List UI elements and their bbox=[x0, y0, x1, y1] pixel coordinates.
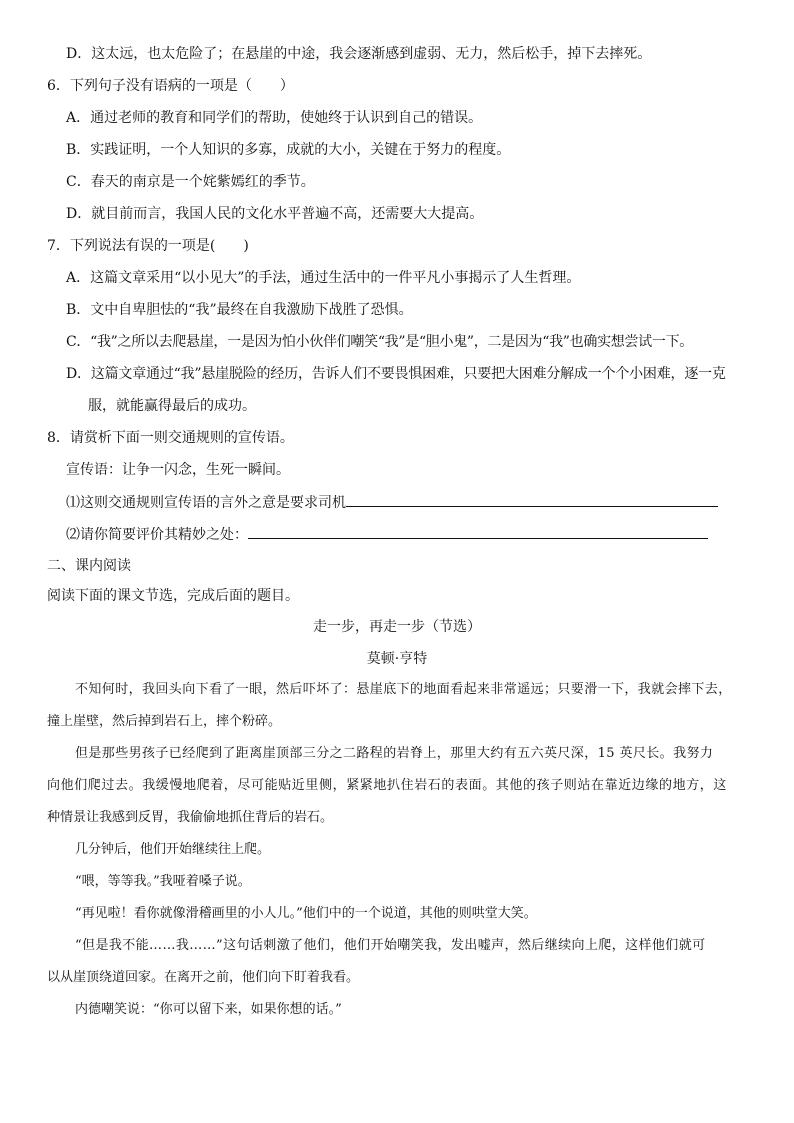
passage-p6-line2: 以从崖顶绕道回家。在离开之前，他们向下盯着我看。 bbox=[47, 970, 360, 985]
q8-sub2-text: ⑵请你简要评价其精妙之处： bbox=[66, 527, 248, 543]
section2-heading: 二、课内阅读 bbox=[47, 558, 131, 574]
q8-sub1-answer-blank[interactable] bbox=[346, 492, 718, 507]
passage-p6-line1: “但是我不能……我……”这句话刺激了他们，他们开始嘲笑我，发出嘘声，然后继续向上爬，这样他们就可 bbox=[75, 938, 706, 953]
q7-stem: 7．下列说法有误的一项是( ) bbox=[47, 238, 249, 254]
q6-option-c: C．春天的南京是一个姹紫嫣红的季节。 bbox=[66, 174, 315, 190]
passage-p5: “再见啦！看你就像滑稽画里的小人儿。”他们中的一个说道，其他的则哄堂大笑。 bbox=[75, 906, 537, 921]
passage-p7: 内德嘲笑说：“你可以留下来，如果你想的话。” bbox=[75, 1002, 342, 1017]
passage-author: 莫顿·亨特 bbox=[366, 651, 428, 667]
q6-stem: 6．下列句子没有语病的一项是（ ） bbox=[47, 78, 294, 94]
q6-option-a: A．通过老师的教育和同学们的帮助，使她终于认识到自己的错误。 bbox=[66, 110, 483, 126]
q8-sub2 bbox=[66, 524, 708, 545]
passage-p2-line3: 种情景让我感到反胃，我偷偷地抓住背后的岩石。 bbox=[47, 810, 334, 825]
q8-sub2-answer-blank[interactable] bbox=[248, 524, 708, 539]
q8-sub1 bbox=[66, 492, 718, 513]
q7-option-a: A．这篇文章采用“以小见大”的手法，通过生活中的一件平凡小事揭示了人生哲理。 bbox=[66, 270, 581, 286]
passage-p4: “喂，等等我。”我哑着嗓子说。 bbox=[75, 874, 251, 889]
q5-option-d: D．这太远，也太危险了；在悬崖的中途，我会逐渐感到虚弱、无力，然后松手，掉下去摔死。 bbox=[66, 46, 652, 62]
q7-option-c: C．“我”之所以去爬悬崖，一是因为怕小伙伴们嘲笑“我”是“胆小鬼”，二是因为“我”也确实想尝试一下。 bbox=[66, 334, 693, 350]
passage-p2-line1: 但是那些男孩子已经爬到了距离崖顶部三分之二路程的岩脊上，那里大约有五六英尺深，15 英尺长。我努力 bbox=[75, 746, 714, 761]
q6-option-d: D．就目前而言，我国人民的文化水平普遍不高，还需要大大提高。 bbox=[66, 206, 484, 222]
passage-p2-line2: 向他们爬过去。我缓慢地爬着，尽可能贴近里侧，紧紧地扒住岩石的表面。其他的孩子则站在靠近边缘的地方，这 bbox=[47, 778, 728, 793]
q7-option-d-line2: 服，就能赢得最后的成功。 bbox=[88, 398, 256, 414]
q7-option-d-line1: D．这篇文章通过“我”悬崖脱险的经历，告诉人们不要畏惧困难，只要把大困难分解成一个个小困难，逐一克 bbox=[66, 366, 726, 382]
q8-stem: 8．请赏析下面一则交通规则的宣传语。 bbox=[47, 430, 294, 446]
passage-p3: 几分钟后，他们开始继续往上爬。 bbox=[75, 842, 271, 857]
q6-option-b: B．实践证明，一个人知识的多寡，成就的大小，关键在于努力的程度。 bbox=[66, 142, 511, 158]
passage-p1-line1: 不知何时，我回头向下看了一眼，然后吓坏了：悬崖底下的地面看起来非常遥远；只要滑一下，我就会摔下去， bbox=[75, 682, 732, 697]
q8-sub1-text: ⑴这则交通规则宣传语的言外之意是要求司机 bbox=[66, 495, 346, 511]
passage-title: 走一步，再走一步（节选） bbox=[313, 619, 481, 635]
section2-instruction: 阅读下面的课文节选，完成后面的题目。 bbox=[47, 588, 299, 604]
passage-p1-line2: 撞上崖壁，然后掉到岩石上，摔个粉碎。 bbox=[47, 714, 282, 729]
q7-option-b: B．文中自卑胆怯的“我”最终在自我激励下战胜了恐惧。 bbox=[66, 302, 413, 318]
q8-slogan: 宣传语：让争一闪念，生死一瞬间。 bbox=[66, 462, 290, 478]
